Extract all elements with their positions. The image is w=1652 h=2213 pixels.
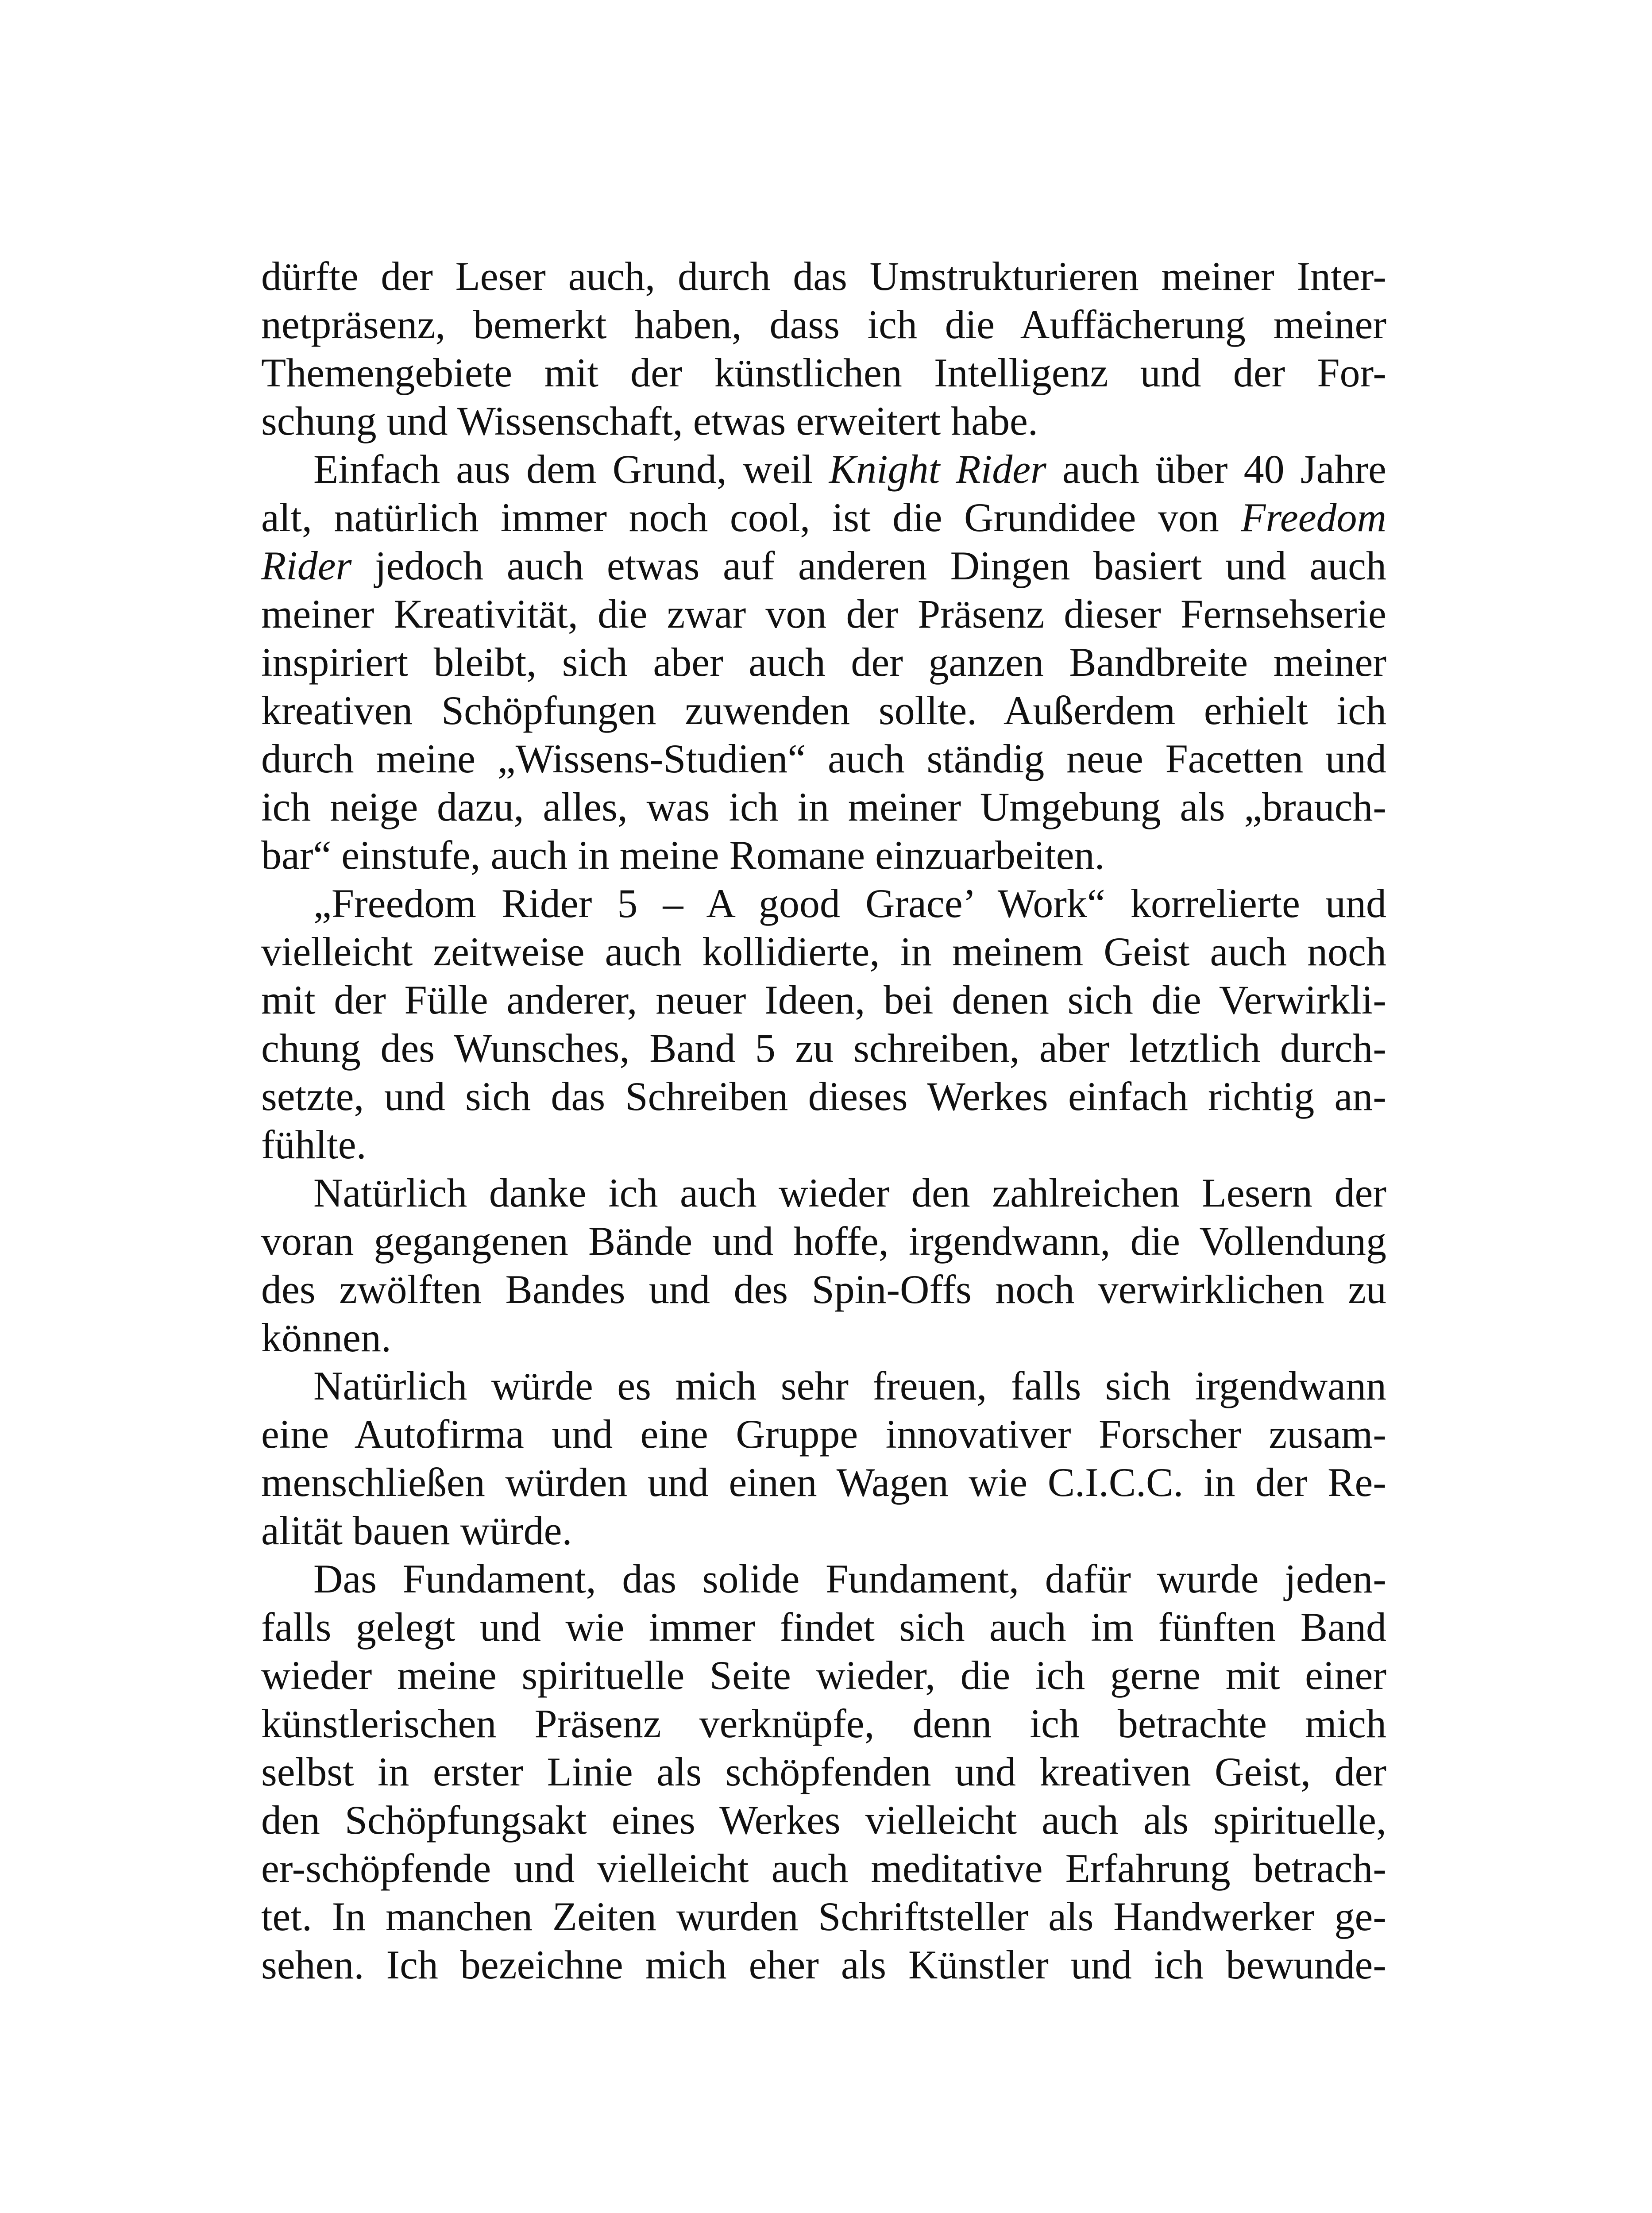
text-run: alt, natürlich immer noch cool, ist die Grundidee von <box>261 495 1241 540</box>
text-line <box>261 1555 1386 1603</box>
text-run: mit der Fülle anderer, neuer Ideen, bei denen sich die Verwirkli- <box>261 977 1386 1022</box>
text-run: menschließen würden und einen Wagen wie C.I.C.C. in der Re- <box>261 1460 1386 1505</box>
text-run: „Freedom Rider 5 – A good Grace’ Work“ korrelierte und <box>313 881 1386 926</box>
text-run: Natürlich würde es mich sehr freuen, falls sich irgendwann <box>313 1363 1386 1408</box>
text-line <box>261 542 1386 590</box>
text-line <box>261 590 1386 638</box>
text-line <box>261 1024 1386 1072</box>
text-run: künstlerischen Präsenz verknüpfe, denn ich betrachte mich <box>261 1701 1386 1746</box>
text-line <box>261 252 1386 301</box>
italic-title: Knight Rider <box>829 447 1046 492</box>
italic-title: Rider <box>261 543 352 588</box>
text-line <box>261 1796 1386 1844</box>
text-run: setzte, und sich das Schreiben dieses Werkes einfach richtig an- <box>261 1074 1386 1119</box>
text-line <box>261 783 1386 831</box>
text-line <box>261 1072 1386 1121</box>
text-run: voran gegangenen Bände und hoffe, irgendwann, die Vollendung <box>261 1218 1386 1264</box>
text-line <box>261 493 1386 542</box>
text-line <box>261 1700 1386 1748</box>
text-run: durch meine „Wissens-Studien“ auch ständig neue Facetten und <box>261 736 1386 781</box>
text-line <box>261 686 1386 735</box>
text-line <box>261 1603 1386 1651</box>
text-line <box>261 1893 1386 1941</box>
text-line <box>261 638 1386 686</box>
text-line <box>261 1748 1386 1796</box>
text-run: tet. In manchen Zeiten wurden Schriftsteller als Handwerker ge- <box>261 1894 1386 1939</box>
text-run: vielleicht zeitweise auch kollidierte, in meinem Geist auch noch <box>261 929 1386 974</box>
text-run: falls gelegt und wie immer findet sich auch im fünften Band <box>261 1604 1386 1650</box>
text-run: netpräsenz, bemerkt haben, dass ich die Auffächerung meiner <box>261 302 1386 347</box>
text-run: eine Autofirma und eine Gruppe innovativer Forscher zusam- <box>261 1411 1386 1457</box>
text-run: meiner Kreativität, die zwar von der Präsenz dieser Fernsehserie <box>261 591 1386 636</box>
text-run: inspiriert bleibt, sich aber auch der ganzen Bandbreite meiner <box>261 640 1386 685</box>
text-run: sehen. Ich bezeichne mich eher als Künstler und ich bewunde- <box>261 1942 1386 1987</box>
text-run: des zwölften Bandes und des Spin-Offs noch verwirklichen zu <box>261 1267 1386 1312</box>
text-line <box>261 1265 1386 1314</box>
text-run: bar“ einstufe, auch in meine Romane einzuarbeiten. <box>261 833 1105 878</box>
text-line <box>261 1507 1386 1555</box>
text-line <box>261 976 1386 1024</box>
text-line <box>261 831 1386 879</box>
text-run: Das Fundament, das solide Fundament, dafür wurde jeden- <box>313 1556 1386 1601</box>
text-run: alität bauen würde. <box>261 1508 572 1553</box>
text-line <box>261 1651 1386 1700</box>
text-line <box>261 445 1386 493</box>
text-line <box>261 1314 1386 1362</box>
text-line <box>261 1217 1386 1265</box>
text-line <box>261 1458 1386 1507</box>
text-line <box>261 928 1386 976</box>
italic-title: Freedom <box>1241 495 1386 540</box>
text-run: er-schöpfende und vielleicht auch meditative Erfahrung betrach- <box>261 1846 1386 1891</box>
text-run: jedoch auch etwas auf anderen Dingen basiert und auch <box>351 543 1386 588</box>
text-run: chung des Wunsches, Band 5 zu schreiben, aber letztlich durch- <box>261 1026 1386 1071</box>
text-run: wieder meine spirituelle Seite wieder, die ich gerne mit einer <box>261 1653 1386 1698</box>
text-run: Natürlich danke ich auch wieder den zahlreichen Lesern der <box>313 1170 1386 1215</box>
text-line <box>261 1941 1386 1989</box>
text-run: auch über 40 Jahre <box>1046 447 1386 492</box>
text-run: dürfte der Leser auch, durch das Umstrukturieren meiner Inter- <box>261 254 1386 299</box>
text-run: können. <box>261 1315 391 1360</box>
text-line <box>261 301 1386 349</box>
text-run: ich neige dazu, alles, was ich in meiner Umgebung als „brauch- <box>261 784 1386 829</box>
text-line <box>261 1844 1386 1893</box>
text-line <box>261 879 1386 928</box>
text-line <box>261 349 1386 397</box>
text-line <box>261 1362 1386 1410</box>
text-run: Themengebiete mit der künstlichen Intelligenz und der For- <box>261 350 1386 395</box>
text-run: den Schöpfungsakt eines Werkes vielleicht auch als spirituelle, <box>261 1797 1386 1843</box>
text-run: schung und Wissenschaft, etwas erweitert habe. <box>261 398 1038 443</box>
text-run: Einfach aus dem Grund, weil <box>313 447 829 492</box>
text-line <box>261 397 1386 445</box>
text-run: selbst in erster Linie als schöpfenden und kreativen Geist, der <box>261 1749 1386 1794</box>
text-line <box>261 1121 1386 1169</box>
text-line <box>261 1410 1386 1458</box>
text-run: kreativen Schöpfungen zuwenden sollte. Außerdem erhielt ich <box>261 688 1386 733</box>
text-run: fühlte. <box>261 1122 367 1167</box>
body-text <box>261 252 1386 1989</box>
text-line <box>261 735 1386 783</box>
text-line <box>261 1169 1386 1217</box>
